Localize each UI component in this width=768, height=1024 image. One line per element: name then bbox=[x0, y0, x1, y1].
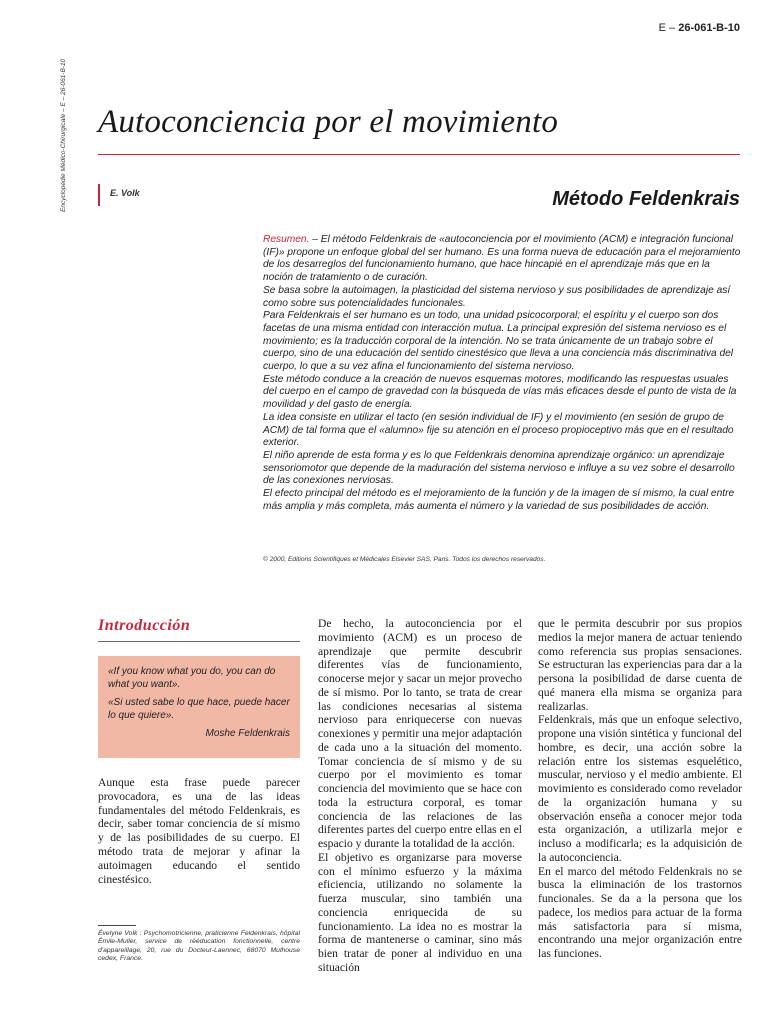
author-name: E. Volk bbox=[110, 188, 140, 198]
abstract-lead: Resumen. bbox=[263, 234, 310, 245]
abstract-paragraph-7: El efecto principal del método es el mejoramiento de la función y de la imagen de sí mismo, la cual entre más amplia y más completa, más aumenta el número y la variedad de sus posibilidades de acción. bbox=[263, 488, 735, 512]
section-title-introduccion: Introducción bbox=[98, 617, 191, 634]
abstract bbox=[263, 234, 741, 513]
abstract-paragraph-4: Este método conduce a la creación de nuevos esquemas motores, modificando las respuestas usuales del cuerpo en el campo de gravedad con la búsqueda de vías más eficaces desde el punto de vista de la movilidad y del gasto de energía. bbox=[263, 373, 737, 411]
column2-paragraph-2: El objetivo es organizarse para moverse con el mínimo esfuerzo y la máxima eficiencia, utilizando no solamente la fuerza muscular, sino también una conciencia enriquecida de su funcionamiento. La idea no es mostrar la forma de mantenerse o caminar, sino más bien tratar de poner al individuo en una situación bbox=[318, 850, 522, 974]
body-column-2 bbox=[318, 617, 522, 975]
quote-spanish: «Si usted sabe lo que hace, puede hacer lo que quiere». bbox=[108, 697, 290, 721]
page-title: Autoconciencia por el movimiento bbox=[98, 104, 559, 140]
side-journal-label bbox=[60, 12, 72, 212]
article-subtitle: Método Feldenkrais bbox=[552, 188, 740, 210]
body-column-3 bbox=[538, 617, 742, 961]
section-divider bbox=[98, 641, 300, 642]
intro-paragraph: Aunque esta frase puede parecer provocadora, es una de las ideas fundamentales del método Feldenkrais, es decir, saber tomar conciencia de sí mismo y de las posibilidades de su cuerpo. El método trata de mejorar y afinar la autoimagen educando el sentido cinestésico. bbox=[98, 776, 300, 886]
article-code-number: 26-061-B-10 bbox=[678, 22, 740, 34]
abstract-paragraph-5: La idea consiste en utilizar el tacto (en sesión individual de IF) y el movimiento (en sesión de grupo de ACM) de tal forma que el «alumno» fije su atención en el proceso propioceptivo más que en el resultado exterior. bbox=[263, 411, 734, 449]
column3-paragraph-2: Feldenkrais, más que un enfoque selectivo, propone una visión sintética y funcional del hombre, es decir, una acción sobre la relación entre los sistemas esquelético, muscular, nervioso y el medio ambiente. El movimiento es considerado como revelador de la organización humana y su observación enseña a conocer mejor toda esta organización, a utilizarla mejor e incluso a modificarla; es la adquisición de la autoconciencia. bbox=[538, 713, 742, 864]
article-code-prefix: E – bbox=[658, 22, 679, 34]
column3-paragraph-3: En el marco del método Feldenkrais no se busca la eliminación de los trastornos funcionales. Se da a la persona que los padece, los medios para actuar de la forma más satisfactoria para sí misma, encontrando una mejor organización entre las funciones. bbox=[538, 864, 742, 960]
abstract-paragraph-2: Se basa sobre la autoimagen, la plasticidad del sistema nervioso y sus posibilidades de aprendizaje así como sobre sus potencialidades funcionales. bbox=[263, 284, 731, 309]
abstract-text-1: – El método Feldenkrais de «autoconciencia por el movimiento (ACM) e integración funcional (IF)» propone un enfoque global del ser humano. Es una forma nueva de educación para el mejoramiento de los desarreglos del funcionamiento humano, que hace hincapié en el aprendizaje más que en la noción de tratamiento o de curación. bbox=[263, 234, 741, 284]
quote-author: Moshe Feldenkrais bbox=[205, 728, 290, 739]
footnote-divider bbox=[98, 925, 136, 926]
abstract-paragraph-1 bbox=[263, 234, 741, 285]
abstract-paragraph-6: El niño aprende de esta forma y es lo que Feldenkrais denomina aprendizaje orgánico: un aprendizaje sensoriomotor que depende de la maduración del sistema nervioso e influye a su vez sobre el desarrollo de las conexiones nerviosas. bbox=[263, 449, 735, 487]
title-divider bbox=[98, 154, 740, 155]
copyright-notice: © 2000, Editions Scientifiques et Médicales Elsevier SAS, Paris. Todos los derechos reservados. bbox=[263, 556, 546, 563]
column2-paragraph-1: De hecho, la autoconciencia por el movimiento (ACM) es un proceso de aprendizaje que permite descubrir diferentes vías de funcionamiento, conocerse mejor y sacar un mejor provecho de sí mismo. Por lo tanto, se trata de crear las condiciones necesarias al sistema nervioso para enriquecerse con nuevas conexiones y permitir una mejor adaptación de cada uno a la situación del momento. Tomar conciencia de sí mismo y de su cuerpo por el movimiento es tomar conciencia del movimiento que se hace con toda la estructura corporal, es tomar conciencia de las relaciones de las diferentes partes del cuerpo entre ellas en el espacio y durante la totalidad de la acción. bbox=[318, 617, 522, 850]
epigraph-quote-box bbox=[98, 656, 300, 758]
article-code bbox=[659, 22, 740, 34]
quote-english: «If you know what you do, you can do what you want». bbox=[108, 666, 276, 690]
side-journal-text: Encyclopédie Médico-Chirurgicale – E – 26-061-B-10 bbox=[60, 58, 67, 212]
author-affiliation-footnote: Évelyne Volk : Psychomotricienne, praticienne Feldenkrais, hôpital Émile-Muller, service de rééducation fonctionnelle, centre d'appareillage, 20, rue du Docteur-Laennec, 68070 Mulhouse cedex, France. bbox=[98, 930, 300, 963]
column3-paragraph-1: que le permita descubrir por sus propios medios la mejor manera de actuar teniendo como referencia sus propias sensaciones. Se estructuran las experiencias para dar a la persona la posibilidad de darse cuenta de qué manera ella misma se organiza para realizarlas. bbox=[538, 617, 742, 713]
abstract-paragraph-3: Para Feldenkrais el ser humano es un todo, una unidad psicocorporal; el espíritu y el cuerpo son dos facetas de una misma entidad con interacción mutua. La principal expresión del sistema nervioso es el movimiento; es la traducción corporal de la intención. No se trata únicamente de un trabajo sobre el cuerpo, sino de una educación del sentido cinestésico que lleva a una conciencia más discriminativa del cuerpo, lo que a su vez afina el funcionamiento del sistema nervioso. bbox=[263, 310, 734, 373]
author-accent-bar bbox=[98, 184, 100, 206]
